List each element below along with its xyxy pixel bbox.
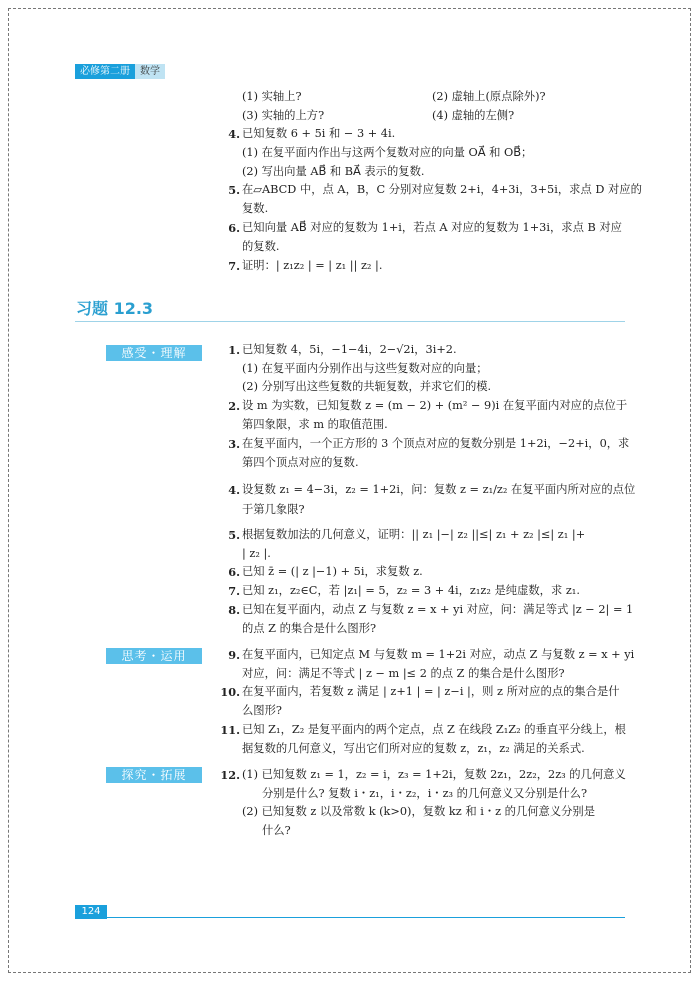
exercise-text-line: 已知复数 4，5i，−1−4i，2−√2i，3i+2. [242,343,457,356]
exercise-text-line: (2) 虚轴上(原点除外)? [432,90,546,103]
exercise-text-line: (1) 已知复数 z₁ = 1，z₂ = i，z₃ = 1+2i，复数 2z₁，2z₂，2z₃ 的几何意义 [242,768,626,781]
exercise-number: 6. [228,221,240,235]
exercise-number: 12. [220,768,240,782]
footer-rule [75,917,625,918]
exercise-number: 4. [228,127,240,141]
exercise-number: 9. [228,648,240,662]
exercise-text-line: (4) 虚轴的左侧? [432,109,515,122]
exercise-text-line: 第四象限，求 m 的取值范围. [242,418,388,431]
section-rule [75,321,625,322]
exercise-text-line: 设复数 z₁ = 4−3i，z₂ = 1+2i，问：复数 z = z₁/z₂ 在复平面内所对应的点位 [242,483,636,496]
book-label: 必修第二册 [75,64,135,79]
exercise-text-line: 在复平面内，一个正方形的 3 个顶点对应的复数分别是 1+2i，−2+i，0，求 [242,437,630,450]
exercise-text-line: (3) 实轴的上方? [242,109,325,122]
exercise-number: 1. [228,343,240,357]
exercise-text-line: (2) 已知复数 z 以及常数 k (k>0)，复数 kz 和 i・z 的几何意义分别是 [242,805,596,818]
exercise-text-line: 根据复数加法的几何意义，证明：|| z₁ |−| z₂ ||≤| z₁ + z₂ |≤| z₁ |+ [242,528,586,541]
section-title: 习题 12.3 [76,299,154,318]
exercise-number: 6. [228,565,240,579]
exercise-number: 7. [228,584,240,598]
exercise-text-line: 已知复数 6 + 5i 和 − 3 + 4i. [242,127,396,140]
exercise-number: 8. [228,603,240,617]
exercise-number: 5. [228,528,240,542]
exercise-text-line: 在复平面内，已知定点 M 与复数 m = 1+2i 对应，动点 Z 与复数 z = x + yi [242,648,635,661]
exercise-text-line: 第四个顶点对应的复数. [242,456,359,469]
exercise-text-line: 已知 z̄ = (| z |−1) + 5i，求复数 z. [242,565,423,578]
exercise-text-line: 在▱ABCD 中，点 A，B，C 分别对应复数 2+i，4+3i，3+5i，求点 D 对应的 [242,183,642,196]
exercise-text-line: (2) 写出向量 AB⃗ 和 BA⃗ 表示的复数. [242,165,425,178]
exercise-text-line: 在复平面内，若复数 z 满足 | z+1 | = | z−i |，则 z 所对应的点的集合是什 [242,685,620,698]
exercise-text-line: 么图形? [242,704,282,717]
badge-exploration: 探究・拓展 [106,767,202,783]
exercise-text-line: 什么? [262,824,291,837]
exercise-number: 4. [228,483,240,497]
exercise-text-line: 已知 Z₁，Z₂ 是复平面内的两个定点，点 Z 在线段 Z₁Z₂ 的垂直平分线上，根 [242,723,626,736]
exercise-number: 2. [228,399,240,413]
exercise-text-line: (2) 分别写出这些复数的共轭复数，并求它们的模. [242,380,492,393]
exercise-number: 11. [220,723,240,737]
exercise-number: 10. [220,685,240,699]
exercise-text-line: (1) 在复平面内作出与这两个复数对应的向量 OA⃗ 和 OB⃗； [242,146,533,159]
exercise-text-line: 已知 z₁，z₂∈C，若 |z₁| = 5，z₂ = 3 + 4i，z₁z₂ 是纯虚数，求 z₁. [242,584,580,597]
exercise-text-line: 的点 Z 的集合是什么图形? [242,622,377,635]
exercise-number: 7. [228,259,240,273]
exercise-text-line: 已知向量 AB⃗ 对应的复数为 1+i，若点 A 对应的复数为 1+3i，求点 B 对应 [242,221,622,234]
page-number: 124 [75,905,107,919]
badge-understanding: 感受・理解 [106,345,202,361]
exercise-text-line: 已知在复平面内，动点 Z 与复数 z = x + yi 对应，问：满足等式 |z − 2| = 1 [242,603,634,616]
running-header [75,64,165,79]
exercise-text-line: 设 m 为实数，已知复数 z = (m − 2) + (m² − 9)i 在复平面内对应的点位于 [242,399,628,412]
exercise-number: 3. [228,437,240,451]
exercise-text-line: 对应，问：满足不等式 | z − m |≤ 2 的点 Z 的集合是什么图形? [242,667,565,680]
exercise-text-line: (1) 实轴上? [242,90,302,103]
exercise-text-line: 据复数的几何意义，写出它们所对应的复数 z，z₁，z₂ 满足的关系式. [242,742,585,755]
exercise-text-line: 的复数. [242,240,280,253]
subject-label: 数学 [135,64,165,79]
exercise-text-line: 于第几象限? [242,503,305,516]
exercise-number: 5. [228,183,240,197]
exercise-text-line: | z₂ |. [242,547,271,560]
badge-application: 思考・运用 [106,648,202,664]
exercise-text-line: 证明：| z₁z₂ | = | z₁ || z₂ |. [242,259,383,272]
exercise-text-line: 分别是什么? 复数 i・z₁，i・z₂，i・z₃ 的几何意义又分别是什么? [262,787,587,800]
exercise-text-line: 复数. [242,202,269,215]
exercise-text-line: (1) 在复平面内分别作出与这些复数对应的向量； [242,362,488,375]
